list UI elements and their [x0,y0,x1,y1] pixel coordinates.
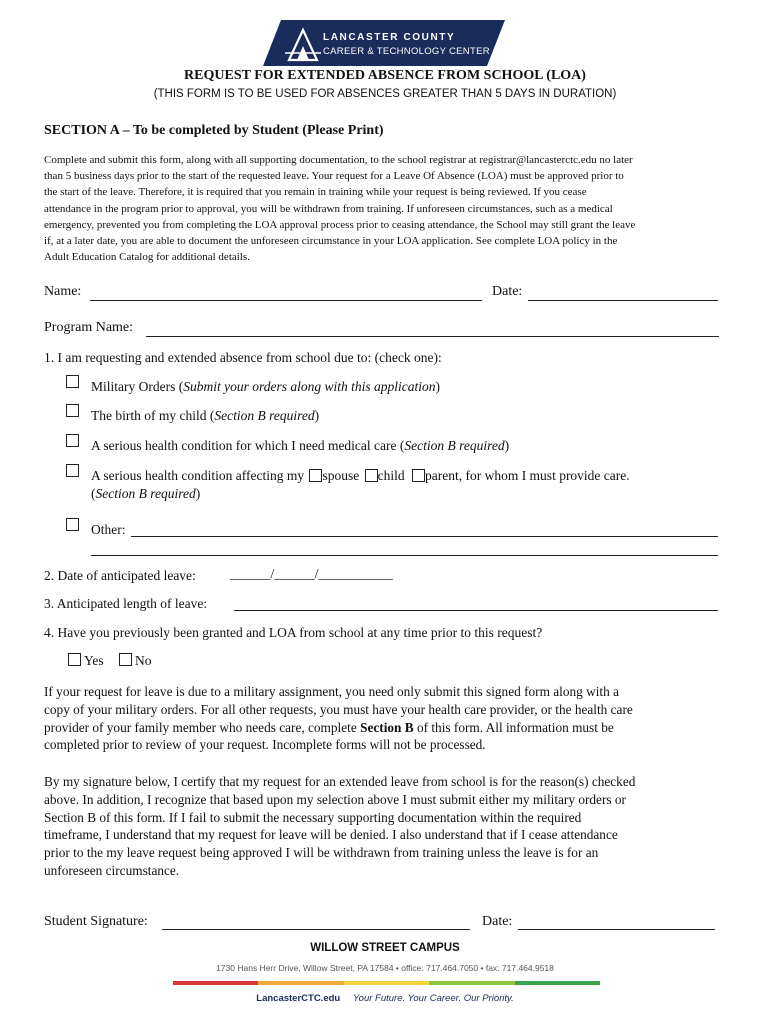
yes-label: Yes [84,653,104,668]
date-label: Date: [492,284,523,299]
other-checkbox[interactable] [66,518,79,531]
spouse-checkbox[interactable] [309,469,322,482]
name-label: Name: [44,284,82,299]
intro-line: than 5 business days prior to the start of the requested leave. Your request for a Leave Of Absence (LOA) must be approved prior to [44,170,624,183]
form-subtitle: (THIS FORM IS TO BE USED FOR ABSENCES GREATER THAN 5 DAYS IN DURATION) [153,88,617,100]
parent-checkbox[interactable] [412,469,425,482]
other-reason-field[interactable] [131,522,718,537]
signature-date-field[interactable] [518,915,715,930]
intro-line: emergency, prevented you from completing the LOA approval process prior to ceasing attendance, the School may still grant the leave [44,218,636,231]
option-military: Military Orders (Submit your orders along with this application) [91,379,440,394]
footer-website: LancasterCTC.edu [256,993,341,1004]
option-birth: The birth of my child (Section B required) [91,408,320,423]
bar-segment [515,981,600,985]
military-instructions: If your request for leave is due to a military assignment, you need only submit this signed form along with a copy of your military orders. For all other requests, you must have your health care provider, or the health care provider of your family member who needs care, complete Section B of this form. All information must be completed prior to review of your request. Incomplete forms will not be processed. [44,684,633,753]
birth-of-child-checkbox[interactable] [66,404,79,417]
leave-length-field[interactable] [234,596,718,611]
child-checkbox[interactable] [365,469,378,482]
intro-line: Complete and submit this form, along with all supporting documentation, to the school registrar at registrar@lancasterctc.edu no later [44,154,633,166]
no-checkbox[interactable] [119,653,132,666]
lcctc-logo [263,20,505,66]
form-title: REQUEST FOR EXTENDED ABSENCE FROM SCHOOL (LOA) [184,68,586,83]
family-health-condition-checkbox[interactable] [66,464,79,477]
bar-segment [173,981,258,985]
date-row [492,284,522,300]
date-field[interactable] [528,286,718,301]
signature-date-label: Date: [482,914,513,929]
footer-address: 1730 Hans Herr Drive, Willow Street, PA 17584 • office: 717.464.7050 • fax: 717.464.9518 [216,963,554,973]
section-a-heading: SECTION A – To be completed by Student (Please Print) [44,123,384,138]
no-label: No [135,653,152,668]
name-field[interactable] [90,286,482,301]
other-reason-field-line2[interactable] [91,541,718,556]
footer-branding [0,993,770,1004]
leave-date-field[interactable]: ______/______/___________ [230,566,393,581]
signature-row [44,914,148,930]
signature-label: Student Signature: [44,914,148,929]
yes-checkbox[interactable] [68,653,81,666]
option-other: Other: [91,522,126,537]
footer-color-bar [173,981,600,985]
option-family-health: A serious health condition affecting my spouse child parent, for whom I must provide care. [91,468,630,483]
military-orders-checkbox[interactable] [66,375,79,388]
program-row [44,320,133,336]
intro-line: if, at a later date, you are able to document the unforeseen circumstance in your LOA application. See complete LOA policy in the [44,235,618,248]
program-name-field[interactable] [146,322,719,337]
footer-campus: WILLOW STREET CAMPUS [310,942,460,954]
intro-line: the start of the leave. Therefore, it is required that you remain in training while your request is being reviewed. If you cease [44,186,587,199]
intro-line: Adult Education Catalog for additional details. [44,251,250,264]
signature-field[interactable] [162,915,470,930]
program-label: Program Name: [44,320,134,335]
section-a-intro [44,152,734,265]
signature-date-row [482,914,512,930]
certification-statement: By my signature below, I certify that my request for an extended leave from school is for the reason(s) checked above. In addition, I recognize that based upon my selection above I must submit either my military orders or Section B of this form. If I fail to submit the necessary supporting documentation within the required timeframe, I understand that my request for leave will be denied. I also understand that if I cease attendance prior to the my leave request being approved I will be withdrawn from training unless the leave is for an unforeseen circumstance. [44,774,636,878]
logo-line1: LANCASTER COUNTY [323,32,456,43]
intro-line: attendance in the program prior to approval, you will be withdrawn from training. If unforeseen circumstances, such as a medical [44,202,613,215]
bar-segment [258,981,343,985]
option-health: A serious health condition for which I need medical care (Section B required) [91,438,510,453]
question-1: 1. I am requesting and extended absence from school due to: (check one): [44,350,442,365]
footer-tagline: Your Future. Your Career. Our Priority. [352,993,514,1004]
option-family-note: (Section B required) [91,486,201,501]
bar-segment [344,981,429,985]
question-3: 3. Anticipated length of leave: [44,596,208,611]
name-row [44,284,81,300]
question-2: 2. Date of anticipated leave: [44,568,196,583]
logo-line2: CAREER & TECHNOLOGY CENTER [323,46,490,57]
serious-health-condition-checkbox[interactable] [66,434,79,447]
question-4: 4. Have you previously been granted and LOA from school at any time prior to this request? [44,625,543,640]
bar-segment [429,981,514,985]
